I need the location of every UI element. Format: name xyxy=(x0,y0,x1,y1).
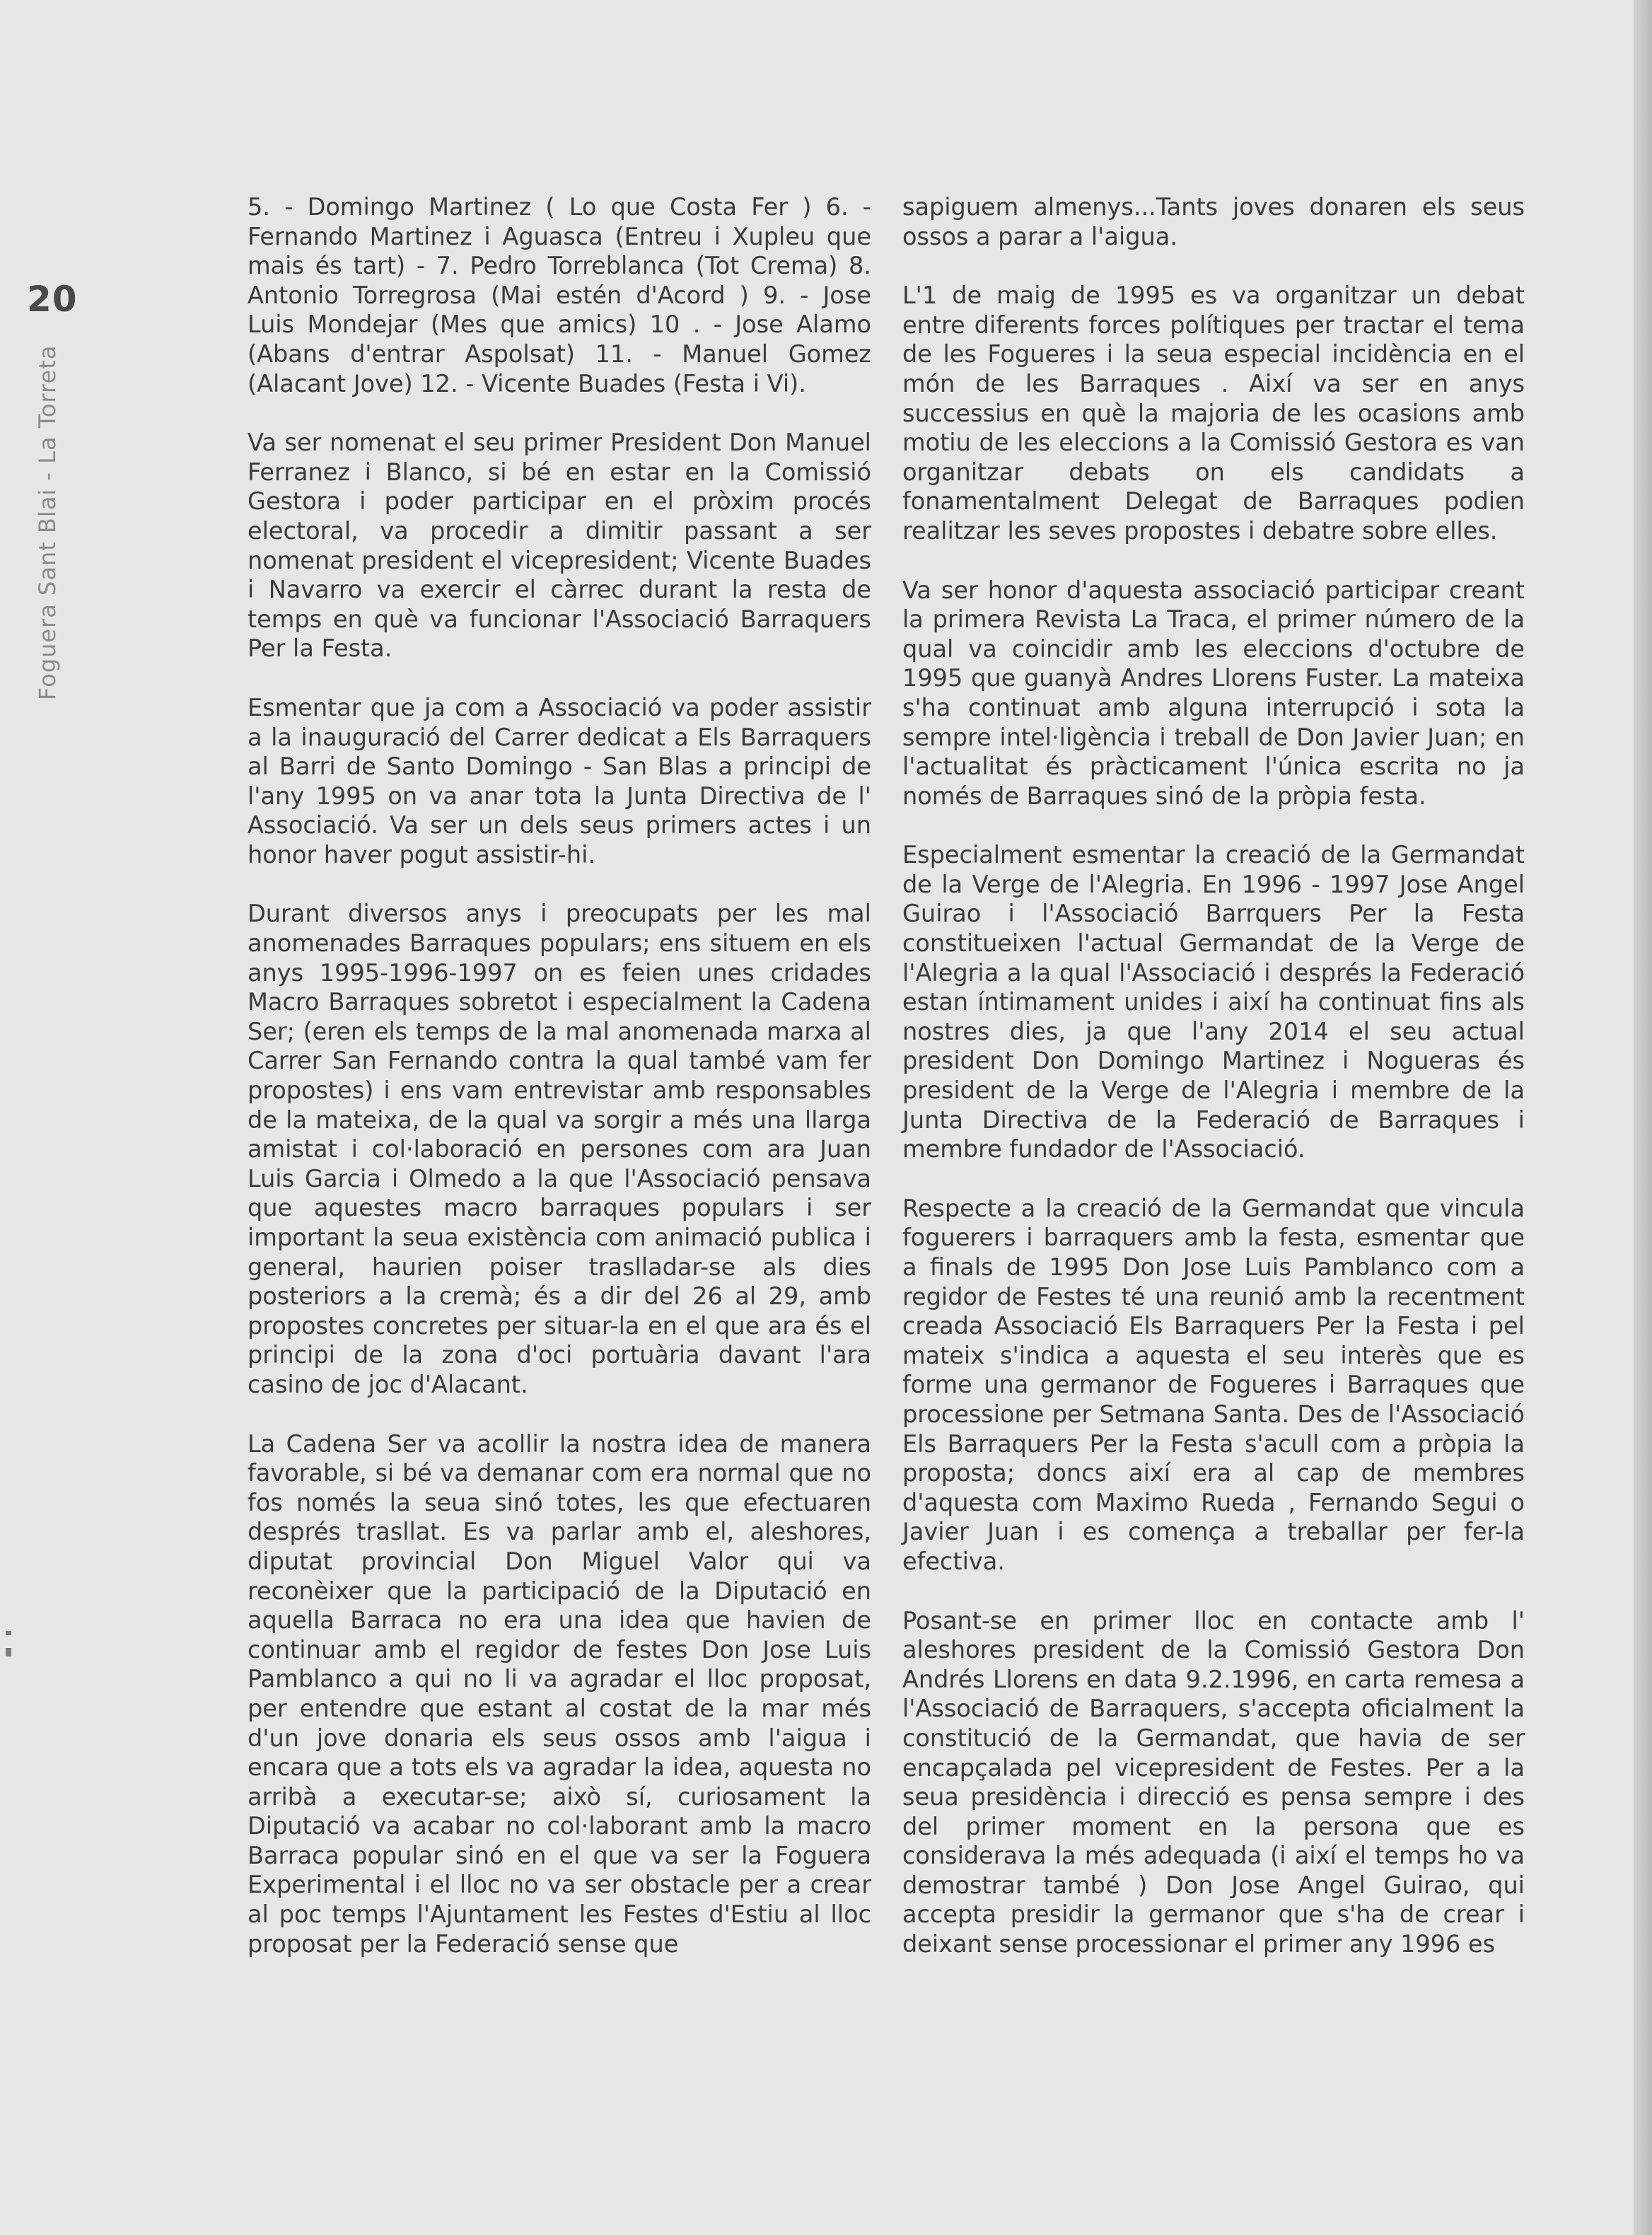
paragraph: Durant diversos anys i preocupats per les mal anomenades Barraques populars; ens situem en els anys 1995-1996-1997 on es feien unes cridades Macro Barraques sobretot i especialment la Cadena Ser; (eren els temps de la mal anomenada marxa al Carrer San Fernando contra la qual també vam fer propostes) i ens vam entrevistar amb responsables de la mateixa, de la qual va sorgir a més una llarga amistat i col·laboració en persones com ara Juan Luis Garcia i Olmedo a la que l'Associació pensava que aquestes macro barraques populars i ser important la seua existència com animació publica i general, haurien poiser traslladar-se als dies posteriors a la cremà; és a dir del 26 al 29, amb propostes concretes per situar-la en el que ara és el principi de la zona d'oci portuària davant l'ara casino de joc d'Alacant. xyxy=(248,900,871,1398)
paragraph: L'1 de maig de 1995 es va organitzar un debat entre diferents forces polítiques per tractar el tema de les Fogueres i la seua especial incidència en el món de les Barraques . Així va ser en anys successius en què la majoria de les ocasions amb motiu de les eleccions a la Comissió Gestora es van organitzar debats on els candidats a fonamentalment Delegat de Barraques podien realitzar les seves propostes i debatre sobre elles. xyxy=(902,281,1525,545)
right-column xyxy=(902,192,1525,1989)
margin-mark xyxy=(6,1631,11,1635)
margin-mark xyxy=(6,1648,11,1656)
paragraph: Posant-se en primer lloc en contacte amb l' aleshores president de la Comissió Gestora Don Andrés Llorens en data 9.2.1996, en carta remesa a l'Associació de Barraquers, s'accepta oficialment la constitució de la Germandat, que havia de ser encapçalada pel vicepresident de Festes. Per a la seua presidència i direcció es pensa sempre i des del primer moment en la persona que es considerava la més adequada (i així el temps ho va demostrar també ) Don Jose Angel Guirao, qui accepta presidir la germanor que s'ha de crear i deixant sense processionar el primer any 1996 es xyxy=(902,1606,1525,1958)
paragraph: Va ser nomenat el seu primer President Don Manuel Ferranez i Blanco, si bé en estar en la Comissió Gestora i poder participar en el pròxim procés electoral, va procedir a dimitir passant a ser nomenat president el vicepresident; Vicente Buades i Navarro va exercir el càrrec durant la resta de temps en què va funcionar l'Associació Barraquers Per la Festa. xyxy=(248,429,871,663)
paragraph: Respecte a la creació de la Germandat que vincula foguerers i barraquers amb la festa, esmentar que a finals de 1995 Don Jose Luis Pamblanco com a regidor de Festes té una reunió amb la recentment creada Associació Els Barraquers Per la Festa i pel mateix s'indica a aquesta el seu interès que es forme una germanor de Fogueres i Barraques que processione per Setmana Santa. Des de l'Associació Els Barraquers Per la Festa s'acull com a pròpia la proposta; doncs així era al cap de membres d'aquesta com Maximo Rueda , Fernando Segui o Javier Juan i es comença a treballar per fer-la efectiva. xyxy=(902,1194,1525,1575)
paragraph: Va ser honor d'aquesta associació participar creant la primera Revista La Traca, el primer número de la qual va coincidir amb les eleccions d'octubre de 1995 que guanyà Andres Llorens Fuster. La mateixa s'ha continuat amb alguna interrupció i sota la sempre intel·ligència i treball de Don Javier Juan; en l'actualitat és pràcticament l'única escrita no ja només de Barraques sinó de la pròpia festa. xyxy=(902,576,1525,810)
paragraph: La Cadena Ser va acollir la nostra idea de manera favorable, si bé va demanar com era normal que no fos només la seua sinó totes, les que efectuaren després trasllat. Es va parlar amb el, aleshores, diputat provincial Don Miguel Valor qui va reconèixer que la participació de la Diputació en aquella Barraca no era una idea que havien de continuar amb el regidor de festes Don Jose Luis Pamblanco a qui no li va agradar el lloc proposat, per entendre que estant al costat de la mar més d'un jove donaria els seus ossos amb l'aigua i encara que a tots els va agradar la idea, aquesta no arribà a executar-se; això sí, curiosament la Diputació va acabar no col·laborant amb la macro Barraca popular sinó en el que va ser la Foguera Experimental i el lloc no va ser obstacle per a crear al poc temps l'Ajuntament les Festes d'Estiu al lloc proposat per la Federació sense que xyxy=(248,1429,871,1958)
paragraph: sapiguem almenys...Tants joves donaren els seus ossos a parar a l'aigua. xyxy=(902,193,1525,250)
paragraph: 5. - Domingo Martinez ( Lo que Costa Fer ) 6. - Fernando Martinez i Aguasca (Entreu i Xupleu que mais és tart) - 7. Pedro Torreblanca (Tot Crema) 8. Antonio Torregrosa (Mai estén d'Acord ) 9. - Jose Luis Mondejar (Mes que amics) 10 . - Jose Alamo (Abans d'entrar Aspolsat) 11. - Manuel Gomez (Alacant Jove) 12. - Vicente Buades (Festa i Vi). xyxy=(248,193,871,397)
paragraph: Especialment esmentar la creació de la Germandat de la Verge de l'Alegria. En 1996 - 1997 Jose Angel Guirao i l'Associació Barrquers Per la Festa constitueixen l'actual Germandat de la Verge de l'Alegria a la qual l'Associació i després la Federació estan íntimament unides i així ha continuat fins als nostres dies, ja que l'any 2014 el seu actual president Don Domingo Martinez i Nogueras és president de la Verge de l'Alegria i membre de la Junta Directiva de la Federació de Barraques i membre fundador de l'Associació. xyxy=(902,841,1525,1163)
side-title: Foguera Sant Blai - La Torreta xyxy=(34,344,61,700)
left-column xyxy=(248,192,871,1988)
page-number: 20 xyxy=(27,279,78,320)
page-edge-shadow xyxy=(1634,0,1652,2235)
paragraph: Esmentar que ja com a Associació va poder assistir a la inauguració del Carrer dedicat a Els Barraquers al Barri de Santo Domingo - San Blas a principi de l'any 1995 on va anar tota la Junta Directiva de l' Associació. Va ser un dels seus primers actes i un honor haver pogut assistir-hi. xyxy=(248,693,871,869)
